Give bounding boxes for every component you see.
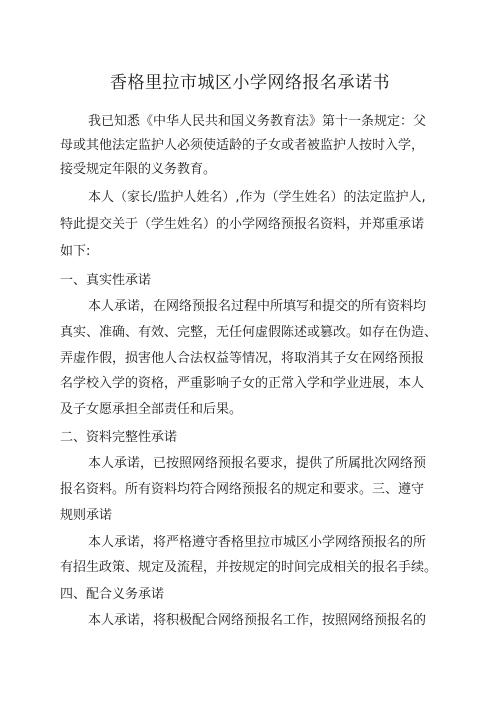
paragraph-line: 本人承诺，将积极配合网络预报名工作，按照网络预报名的: [88, 613, 427, 628]
paragraph-line: 我已知悉《中华人民共和国义务教育法》第十一条规定：父: [88, 114, 427, 129]
paragraph-line: 本人承诺，将严格遵守香格里拉市城区小学网络预报名的所: [88, 535, 427, 550]
paragraph-line: 特此提交关于（学生姓名）的小学网络预报名资料，并郑重承诺: [60, 217, 425, 232]
section-heading: 二、资料完整性承诺: [60, 430, 178, 445]
paragraph-line: 规则承诺: [60, 508, 113, 523]
paragraph-line: 本人（家长/监护人姓名）,作为（学生姓名）的法定监护人,: [88, 190, 426, 205]
paragraph-line: 本人承诺，已按照网络预报名要求，提供了所属批次网络预: [88, 456, 427, 471]
paragraph-line: 及子女愿承担全部责任和后果。: [60, 402, 243, 417]
paragraph-line: 母或其他法定监护人必须使适龄的子女或者被监护人按时入学，: [60, 138, 425, 153]
paragraph-line: 弄虚作假，损害他人合法权益等情况，将取消其子女在网络预报: [60, 351, 425, 366]
paragraph-line: 本人承诺，在网络预报名过程中所填写和提交的所有资料均: [88, 299, 427, 314]
paragraph-line: 有招生政策、规定及流程，并按规定的时间完成相关的报名手续。: [60, 560, 438, 575]
paragraph-line: 名学校入学的资格，严重影响子女的正常入学和学业进展，本人: [60, 376, 425, 391]
paragraph-line: 接受规定年限的义务教育。: [60, 162, 217, 177]
document-title: 香格里拉市城区小学网络报名承诺书: [110, 73, 390, 93]
paragraph-line: 如下:: [60, 244, 91, 259]
paragraph-line: 真实、准确、有效、完整，无任何虚假陈述或篡改。如存在伪造、: [60, 325, 438, 340]
paragraph-line: 报名资料。所有资料均符合网络预报名的规定和要求。三、遵守: [60, 482, 425, 497]
section-heading: 一、真实性承诺: [60, 273, 152, 288]
section-heading: 四、配合义务承诺: [60, 587, 165, 602]
